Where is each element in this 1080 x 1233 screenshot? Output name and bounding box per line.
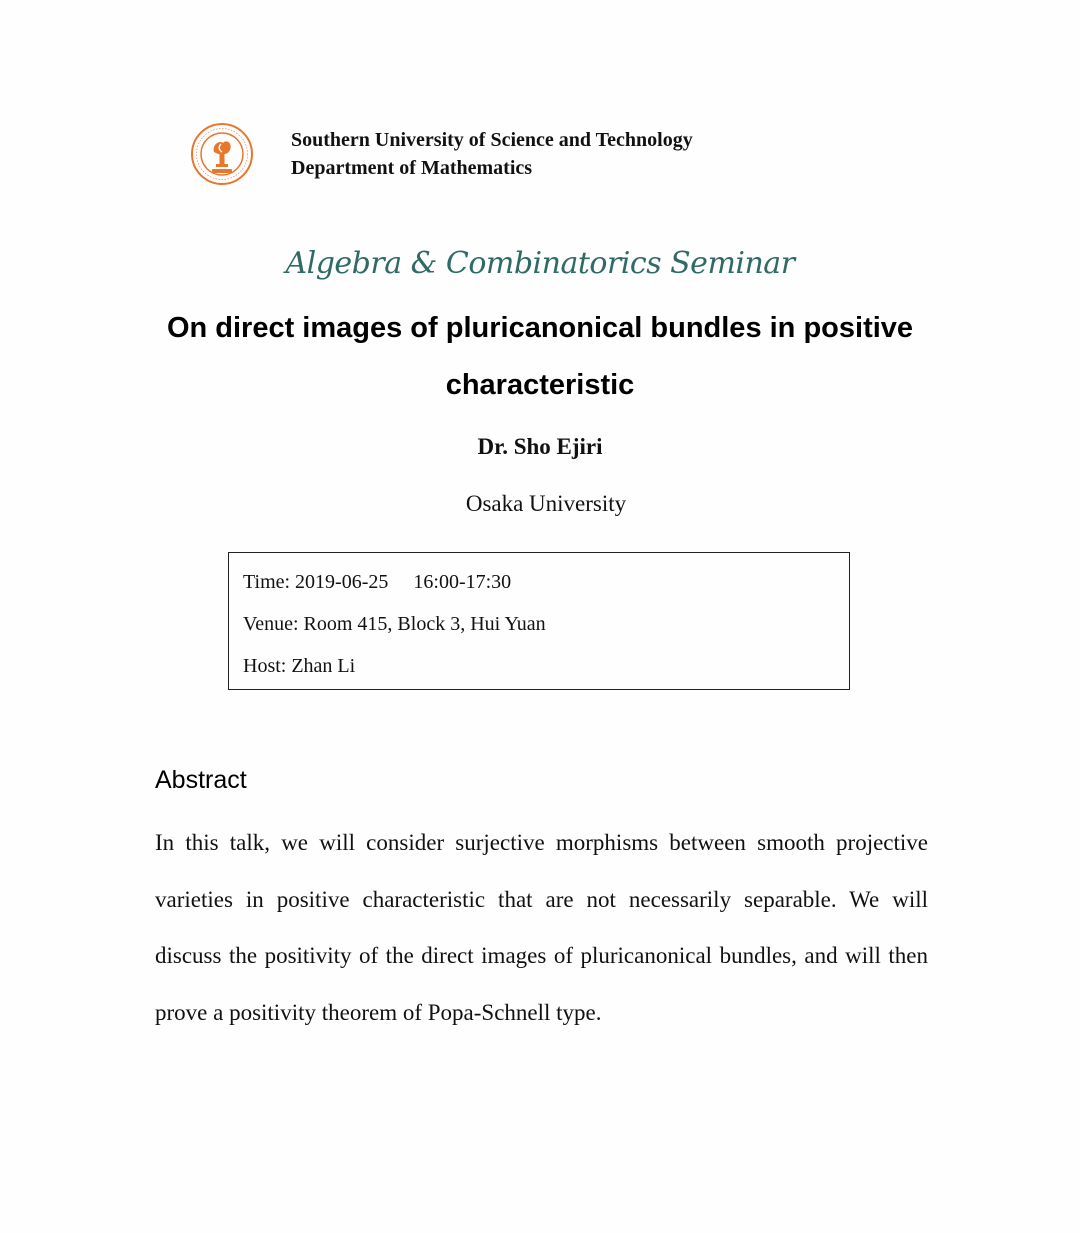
venue-line: Venue: Room 415, Block 3, Hui Yuan	[243, 613, 546, 635]
details-box	[228, 552, 850, 690]
institution-name: Southern University of Science and Technology	[291, 129, 693, 151]
department-name: Department of Mathematics	[291, 157, 533, 179]
seminar-series: Algebra & Combinatorics Seminar	[285, 246, 795, 281]
speaker-affiliation: Osaka University	[465, 491, 627, 516]
time-line: Time: 2019-06-25 16:00-17:30	[243, 571, 512, 593]
talk-title: On direct images of pluricanonical bundles in positive characteristic	[166, 312, 914, 401]
university-seal-icon	[190, 122, 254, 186]
abstract-heading: Abstract	[155, 766, 247, 794]
abstract-text: In this talk, we will consider surjective morphisms between smooth projective varieties in positive characteristic that are not necessarily separable. We will discuss the positivity of the direct images of pluricanonical bundles, and will then prove a positivity theorem of Popa-Schnell type.	[155, 830, 928, 1025]
host-line: Host: Zhan Li	[243, 655, 356, 677]
speaker-name: Dr. Sho Ejiri	[477, 434, 603, 459]
institution-block	[291, 126, 693, 182]
